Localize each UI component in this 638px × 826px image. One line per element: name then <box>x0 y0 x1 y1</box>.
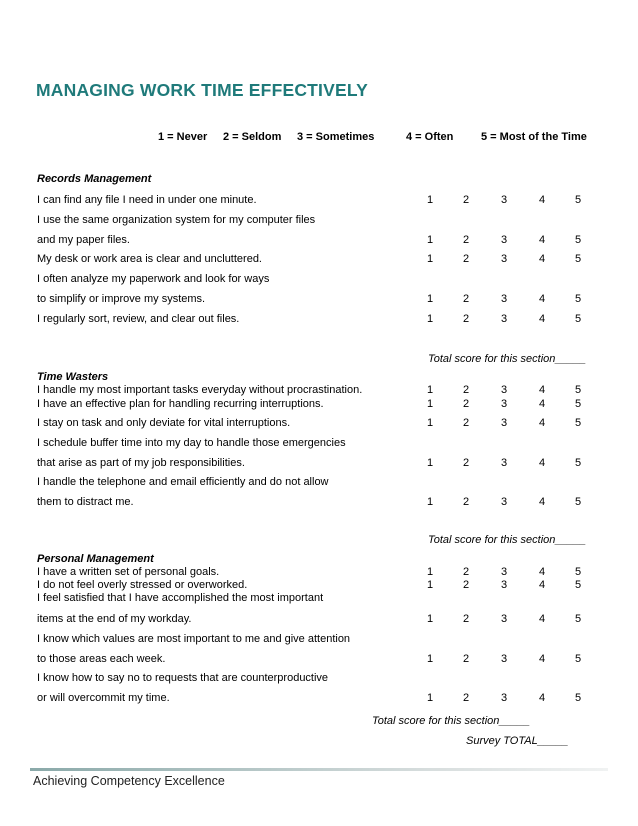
survey-total: Survey TOTAL_____ <box>466 735 569 747</box>
question-line: I stay on task and only deviate for vital interruptions. <box>37 417 291 429</box>
rating-4[interactable]: 4 <box>538 398 546 410</box>
rating-3[interactable]: 3 <box>500 496 508 508</box>
question-line: My desk or work area is clear and uncluttered. <box>37 253 262 265</box>
rating-3[interactable]: 3 <box>500 384 508 396</box>
rating-2[interactable]: 2 <box>462 653 470 665</box>
rating-5[interactable]: 5 <box>574 417 582 429</box>
rating-3[interactable]: 3 <box>500 398 508 410</box>
rating-3[interactable]: 3 <box>500 293 508 305</box>
rating-4[interactable]: 4 <box>538 566 546 578</box>
rating-5[interactable]: 5 <box>574 613 582 625</box>
rating-4[interactable]: 4 <box>538 653 546 665</box>
rating-2[interactable]: 2 <box>462 384 470 396</box>
question-line: that arise as part of my job responsibilities. <box>37 457 245 469</box>
question-line: I can find any file I need in under one minute. <box>37 194 257 206</box>
rating-2[interactable]: 2 <box>462 613 470 625</box>
rating-2[interactable]: 2 <box>462 417 470 429</box>
rating-5[interactable]: 5 <box>574 692 582 704</box>
rating-2[interactable]: 2 <box>462 457 470 469</box>
rating-1[interactable]: 1 <box>426 234 434 246</box>
page-title: MANAGING WORK TIME EFFECTIVELY <box>36 80 369 100</box>
rating-5[interactable]: 5 <box>574 253 582 265</box>
rating-3[interactable]: 3 <box>500 566 508 578</box>
rating-1[interactable]: 1 <box>426 653 434 665</box>
section-heading: Records Management <box>37 173 152 185</box>
rating-4[interactable]: 4 <box>538 417 546 429</box>
question-line: I do not feel overly stressed or overworked. <box>37 579 248 591</box>
rating-1[interactable]: 1 <box>426 313 434 325</box>
section-total: Total score for this section_____ <box>428 534 586 546</box>
rating-1[interactable]: 1 <box>426 579 434 591</box>
rating-5[interactable]: 5 <box>574 579 582 591</box>
rating-2[interactable]: 2 <box>462 293 470 305</box>
rating-5[interactable]: 5 <box>574 293 582 305</box>
rating-3[interactable]: 3 <box>500 194 508 206</box>
rating-1[interactable]: 1 <box>426 613 434 625</box>
scale-5: 5 = Most of the Time <box>481 131 587 143</box>
rating-4[interactable]: 4 <box>538 234 546 246</box>
rating-3[interactable]: 3 <box>500 692 508 704</box>
section-heading: Personal Management <box>37 553 154 565</box>
rating-5[interactable]: 5 <box>574 653 582 665</box>
scale-4: 4 = Often <box>406 131 454 143</box>
rating-2[interactable]: 2 <box>462 692 470 704</box>
question-line: them to distract me. <box>37 496 134 508</box>
rating-1[interactable]: 1 <box>426 384 434 396</box>
question-line: I handle the telephone and email efficiently and do not allow <box>37 476 329 488</box>
rating-2[interactable]: 2 <box>462 398 470 410</box>
rating-1[interactable]: 1 <box>426 253 434 265</box>
rating-4[interactable]: 4 <box>538 194 546 206</box>
question-line: I feel satisfied that I have accomplished the most important <box>37 592 324 604</box>
question-line: and my paper files. <box>37 234 130 246</box>
rating-4[interactable]: 4 <box>538 253 546 265</box>
section-total: Total score for this section_____ <box>428 353 586 365</box>
question-line: I have a written set of personal goals. <box>37 566 220 578</box>
question-line: or will overcommit my time. <box>37 692 170 704</box>
rating-5[interactable]: 5 <box>574 398 582 410</box>
scale-3: 3 = Sometimes <box>297 131 375 143</box>
question-line: items at the end of my workday. <box>37 613 192 625</box>
question-line: I handle my most important tasks everyday without procrastination. <box>37 384 363 396</box>
question-line: I know how to say no to requests that are counterproductive <box>37 672 329 684</box>
scale-1: 1 = Never <box>158 131 208 143</box>
rating-2[interactable]: 2 <box>462 253 470 265</box>
rating-2[interactable]: 2 <box>462 566 470 578</box>
rating-5[interactable]: 5 <box>574 194 582 206</box>
scale-2: 2 = Seldom <box>223 131 282 143</box>
rating-1[interactable]: 1 <box>426 566 434 578</box>
rating-2[interactable]: 2 <box>462 579 470 591</box>
question-line: I have an effective plan for handling recurring interruptions. <box>37 398 324 410</box>
rating-4[interactable]: 4 <box>538 496 546 508</box>
rating-5[interactable]: 5 <box>574 234 582 246</box>
rating-5[interactable]: 5 <box>574 457 582 469</box>
rating-3[interactable]: 3 <box>500 234 508 246</box>
rating-4[interactable]: 4 <box>538 457 546 469</box>
rating-1[interactable]: 1 <box>426 293 434 305</box>
rating-5[interactable]: 5 <box>574 313 582 325</box>
rating-3[interactable]: 3 <box>500 457 508 469</box>
rating-1[interactable]: 1 <box>426 692 434 704</box>
question-line: I regularly sort, review, and clear out files. <box>37 313 240 325</box>
rating-1[interactable]: 1 <box>426 398 434 410</box>
rating-3[interactable]: 3 <box>500 579 508 591</box>
question-line: to those areas each week. <box>37 653 166 665</box>
rating-3[interactable]: 3 <box>500 653 508 665</box>
rating-4[interactable]: 4 <box>538 579 546 591</box>
rating-1[interactable]: 1 <box>426 457 434 469</box>
rating-4[interactable]: 4 <box>538 384 546 396</box>
section-total: Total score for this section_____ <box>372 715 530 727</box>
question-line: I use the same organization system for my computer files <box>37 214 316 226</box>
question-line: I schedule buffer time into my day to handle those emergencies <box>37 437 346 449</box>
rating-3[interactable]: 3 <box>500 253 508 265</box>
question-line: to simplify or improve my systems. <box>37 293 206 305</box>
rating-5[interactable]: 5 <box>574 384 582 396</box>
rating-4[interactable]: 4 <box>538 293 546 305</box>
rating-3[interactable]: 3 <box>500 613 508 625</box>
rating-2[interactable]: 2 <box>462 194 470 206</box>
rating-2[interactable]: 2 <box>462 313 470 325</box>
rating-4[interactable]: 4 <box>538 313 546 325</box>
rating-3[interactable]: 3 <box>500 313 508 325</box>
rating-1[interactable]: 1 <box>426 194 434 206</box>
footer-text: Achieving Competency Excellence <box>33 774 225 788</box>
rating-3[interactable]: 3 <box>500 417 508 429</box>
rating-2[interactable]: 2 <box>462 234 470 246</box>
section-heading: Time Wasters <box>37 371 109 383</box>
rating-4[interactable]: 4 <box>538 613 546 625</box>
question-line: I often analyze my paperwork and look for ways <box>37 273 270 285</box>
rating-4[interactable]: 4 <box>538 692 546 704</box>
rating-5[interactable]: 5 <box>574 496 582 508</box>
rating-2[interactable]: 2 <box>462 496 470 508</box>
footer-divider <box>30 768 608 771</box>
rating-1[interactable]: 1 <box>426 417 434 429</box>
rating-1[interactable]: 1 <box>426 496 434 508</box>
question-line: I know which values are most important to me and give attention <box>37 633 351 645</box>
rating-5[interactable]: 5 <box>574 566 582 578</box>
